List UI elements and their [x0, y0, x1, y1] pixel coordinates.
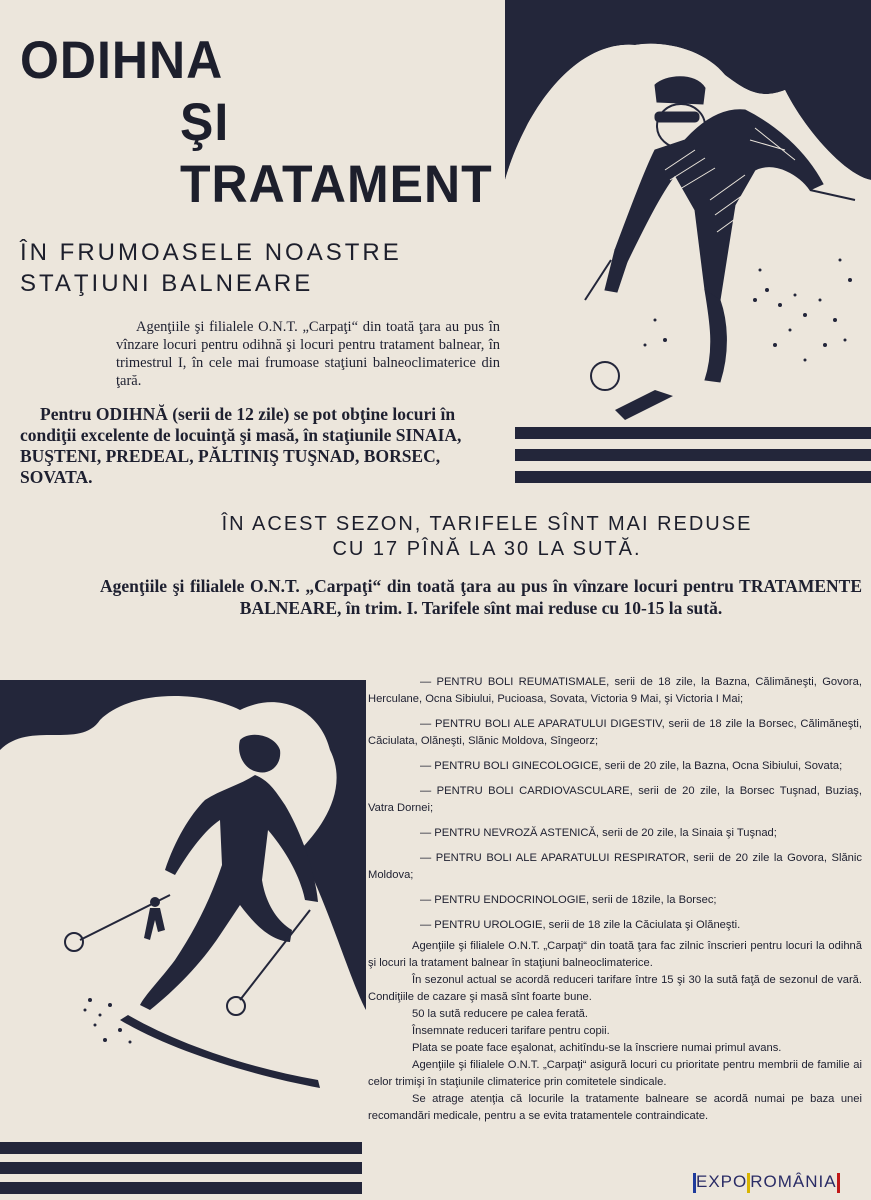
- closing-note: În sezonul actual se acordă reduceri tarifare între 15 şi 30 la sută faţă de sezonul de vară. Condiţiile de cazare şi masă sînt foarte bune.: [368, 974, 862, 1003]
- list-item: — PENTRU BOLI CARDIOVASCULARE, serii de 20 zile, la Borsec Tuşnad, Buziaş, Vatra Dornei;: [368, 785, 862, 814]
- list-item: — PENTRU BOLI GINECOLOGICE, serii de 20 zile, la Bazna, Ocna Sibiului, Sovata;: [420, 760, 843, 772]
- logo-left-text: EXPO: [696, 1172, 748, 1191]
- title-line-1: ODIHNA: [20, 30, 224, 90]
- subtitle-line-2: STAŢIUNI BALNEARE: [20, 270, 314, 297]
- expo-romania-logo: [693, 1170, 863, 1194]
- intro-paragraph: Agenţiile şi filialele O.N.T. „Carpaţi“ din toată ţara au pus în vînzare locuri pentru odihnă şi locuri pentru tratament balnear, în trimestrul I, în cele mai frumoase staţiuni balneoclimaterice din ţară.: [116, 319, 500, 389]
- title-line-2: ŞI: [180, 92, 230, 152]
- treatment-offer-paragraph: Agenţiile şi filialele O.N.T. „Carpaţi“ din toată ţara au pus în vînzare locuri pentru TRATAMENTE BALNEARE, în trim. I. Tarifele sînt mai reduse cu 10-15 la sută.: [100, 576, 862, 618]
- logo-right-text: ROMÂNIA: [750, 1172, 837, 1191]
- season-line-1: ÎN ACEST SEZON, TARIFELE SÎNT MAI REDUSE: [221, 513, 753, 535]
- stripe-top-3: [515, 471, 871, 483]
- stripe-top-2: [515, 449, 871, 461]
- rest-offer-paragraph: Pentru ODIHNĂ (serii de 12 zile) se pot obţine locuri în condiţii excelente de locuinţă şi masă, în staţiunile SINAIA, BUŞTENI, PREDEAL, PĂLTINIŞ TUŞNAD, BORSEC, SOVATA.: [20, 404, 462, 487]
- season-headline: [112, 512, 862, 562]
- stripe-bottom-2: [0, 1162, 362, 1174]
- closing-note: Agenţiile şi filialele O.N.T. „Carpaţi“ asigură locuri cu prioritate pentru membrii de familie ai celor trimişi în staţiunile climaterice prin comitetele sindicale.: [368, 1059, 862, 1088]
- list-item: — PENTRU NEVROZĂ ASTENICĂ, serii de 20 zile, la Sinaia şi Tuşnad;: [420, 827, 777, 839]
- list-item: — PENTRU BOLI REUMATISMALE, serii de 18 zile, la Bazna, Călimăneşti, Govora, Herculane, Ocna Sibiului, Pucioasa, Sovata, Victoria 9 Mai, şi Victoria I Mai;: [368, 676, 862, 705]
- list-item: — PENTRU UROLOGIE, serii de 18 zile la Căciulata şi Olăneşti.: [420, 919, 741, 931]
- stripe-bottom-1: [0, 1142, 362, 1154]
- male-skier-illustration: [505, 0, 871, 420]
- stripe-bottom-3: [0, 1182, 362, 1194]
- list-item: — PENTRU BOLI ALE APARATULUI RESPIRATOR, serii de 20 zile la Govora, Slănic Moldova;: [368, 852, 862, 881]
- female-skier-illustration: [0, 680, 366, 1100]
- closing-note: Însemnate reduceri tarifare pentru copii.: [412, 1025, 610, 1037]
- closing-note: Plata se poate face eşalonat, achitîndu-se la înscriere numai primul avans.: [412, 1042, 782, 1054]
- list-item: — PENTRU BOLI ALE APARATULUI DIGESTIV, serii de 18 zile la Borsec, Călimăneşti, Căciulata, Olăneşti, Slănic Moldova, Sîngeorz;: [368, 718, 862, 747]
- closing-note: Se atrage atenţia că locurile la tratamente balneare se acordă numai pe baza unei recomandări medicale, pentru a se evita tratamentele contraindicate.: [368, 1093, 862, 1122]
- closing-note: Agenţiile şi filialele O.N.T. „Carpaţi“ din toată ţara fac zilnic înscrieri pentru locuri la odihnă şi locuri la tratament balnear în staţiuni balneoclimaterice.: [368, 940, 862, 969]
- closing-note: 50 la sută reducere pe calea ferată.: [412, 1008, 589, 1020]
- list-item: — PENTRU ENDOCRINOLOGIE, serii de 18zile, la Borsec;: [420, 894, 717, 906]
- treatment-list: [368, 674, 862, 1125]
- title-line-3: TRATAMENT: [180, 154, 493, 214]
- stripe-top-1: [515, 427, 871, 439]
- season-line-2: CU 17 PÎNĂ LA 30 LA SUTĂ.: [332, 538, 642, 560]
- subtitle-line-1: ÎN FRUMOASELE NOASTRE: [20, 239, 402, 266]
